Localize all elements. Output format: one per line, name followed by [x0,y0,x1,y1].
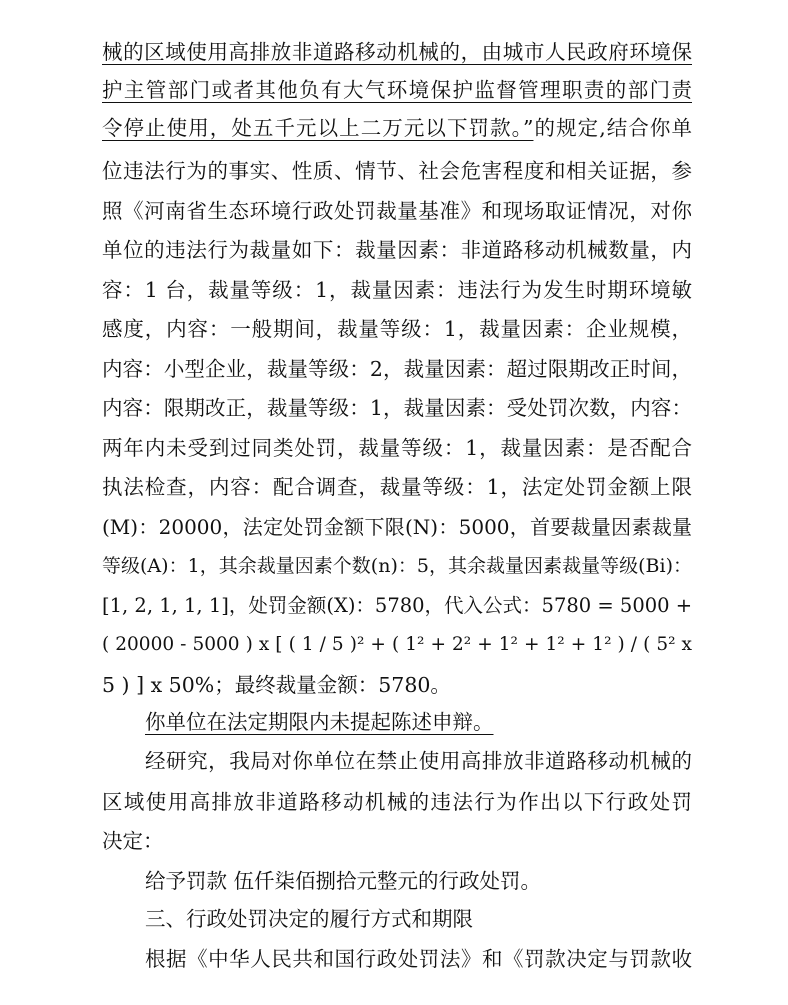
body-line-13 [102,509,692,545]
underlined-text: 械的区域使用高排放非道路移动机械的，由城市人民政府环境保 [102,40,692,64]
body-text: 等级(A)：1，其余裁量因素个数(n)：5，其余裁量因素裁量等级(Bi)： [102,555,692,577]
decision-line-3 [102,823,692,859]
body-text: 两年内未受到过同类处罚，裁量等级：1，裁量因素：是否配合 [102,436,692,460]
body-text: 照《河南省生态环境行政处罚裁量基准》和现场取证情况，对你 [102,199,692,223]
body-line-7 [102,272,692,308]
section-heading [145,901,692,937]
body-text: 感度，内容：一般期间，裁量等级：1，裁量因素：企业规模， [102,317,692,341]
underlined-text: 你单位在法定期限内未提起陈述申辩。 [145,710,494,734]
body-line-15 [102,588,692,624]
body-text: 执法检查，内容：配合调查，裁量等级：1，法定处罚金额上限 [102,475,692,499]
body-text: 区域使用高排放非道路移动机械的违法行为作出以下行政处罚 [102,790,692,814]
body-line-9 [102,351,692,387]
body-line-5 [102,193,692,229]
body-line-16 [102,627,692,663]
body-line-2 [102,72,692,108]
decision-line-2 [102,784,692,820]
body-line-3 [102,110,692,146]
body-line-6 [102,232,692,268]
body-text: 位违法行为的事实、性质、情节、社会危害程度和相关证据，参 [102,159,692,183]
body-text: 经研究，我局对你单位在禁止使用高排放非道路移动机械的 [145,749,692,773]
body-line-4 [102,153,692,189]
body-text: 容：1 台，裁量等级：1，裁量因素：违法行为发生时期环境敏 [102,278,692,302]
body-text: 内容：小型企业，裁量等级：2，裁量因素：超过限期改正时间， [102,357,692,381]
underlined-text: 令停止使用，处五千元以上二万元以下罚款。” [102,116,534,140]
body-line-17 [102,667,692,703]
body-line-10 [102,390,692,426]
no-statement-line [145,704,692,740]
body-line-11 [102,430,692,466]
body-line-8 [102,311,692,347]
body-text: 根据《中华人民共和国行政处罚法》和《罚款决定与罚款收 [145,947,692,971]
body-text: 给予罚款 伍仟柒佰捌拾元整元的行政处罚。 [145,869,542,893]
final-line [145,941,692,977]
body-text: 内容：限期改正，裁量等级：1，裁量因素：受处罚次数，内容： [102,396,692,420]
body-text: (M)：20000，法定处罚金额下限(N)：5000，首要裁量因素裁量 [102,515,692,539]
body-text: 决定： [102,829,164,853]
heading-text: 三、行政处罚决定的履行方式和期限 [145,907,473,931]
decision-line-1 [145,743,692,779]
underlined-text: 护主管部门或者其他负有大气环境保护监督管理职责的部门责 [102,78,692,102]
body-line-1 [102,34,692,70]
body-text: [1, 2, 1, 1, 1]，处罚金额(X)：5780，代入公式：5780 = 5000 + [102,594,692,617]
body-line-14 [102,548,692,584]
body-text: 5 ) ] x 50%；最终裁量金额：5780。 [102,673,451,697]
body-text: 的规定,结合你单 [533,116,692,140]
body-line-12 [102,469,692,505]
body-text: ( 20000 - 5000 ) x [ ( 1 / 5 )² + ( 1² + 2² + 1² + 1² + 1² ) / ( 5² x [102,634,692,655]
penalty-line [145,863,692,899]
body-text: 单位的违法行为裁量如下：裁量因素：非道路移动机械数量，内 [102,238,692,262]
